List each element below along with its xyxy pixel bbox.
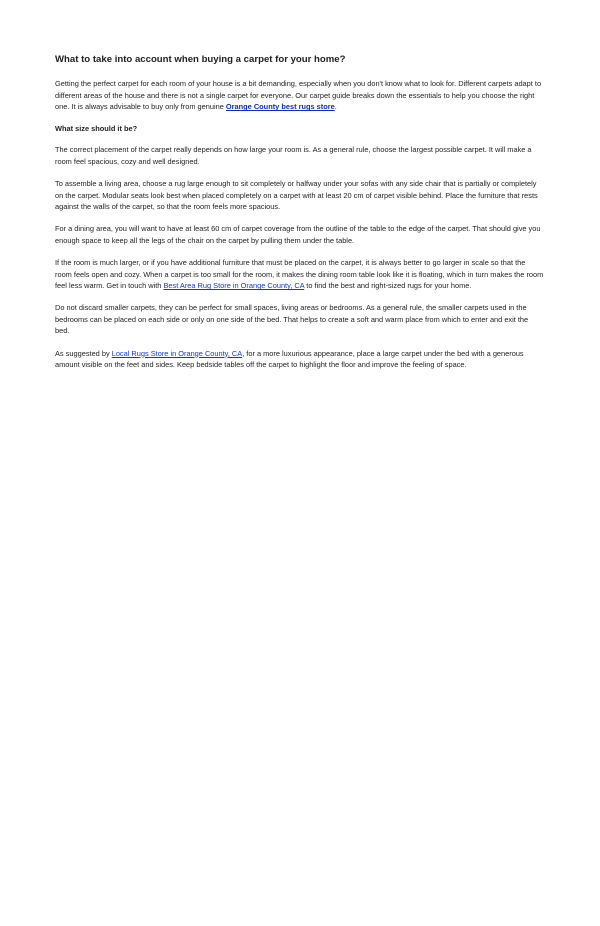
size-heading: What size should it be? [55,124,138,134]
dining-area-paragraph: For a dining area, you will want to have at least 60 cm of carpet coverage from the outline of the table to the edge of the carpet. That should give you enough space to keep all the legs of the chair on the carpet by pulling them under the table. [55,224,541,245]
intro-text-end: . [334,102,337,112]
larger-room-paragraph [55,257,544,292]
bedroom-paragraph [55,348,544,371]
intro-text: Getting the perfect carpet for each room of your house is a bit demanding, especially when you don't know what to look for. Different carpets adapt to different areas of the house and there is not a single carpet for everyone. Our carpet guide breaks down the essentials to help you choose the right one. It is always advisable to buy only from genuine [55,79,542,112]
local-rugs-store-link[interactable]: Local Rugs Store in Orange County, CA [111,348,243,358]
bedroom-text: As suggested by [55,348,112,358]
intro-paragraph [55,78,544,113]
orange-county-best-rugs-store-link[interactable]: Orange County best rugs store [225,102,335,112]
bedroom-text-end: , for a more luxurious appearance, place a large carpet under the bed with a generous amount visible on the feet and sides. Keep bedside tables off the carpet to highlight the floor and improve the feeling of space. [55,348,524,370]
larger-room-text: If the room is much larger, or if you have additional furniture that must be placed on the carpet, it is always better to go larger in scale so that the room feels open and cozy. When a carpet is too small for the room, it makes the dining room table look like it is floating, which in turn makes the room feel less warm. Get in touch with [55,257,544,291]
smaller-carpets-paragraph: Do not discard smaller carpets, they can be perfect for small spaces, living areas or bedrooms. As a general rule, the smaller carpets used in the bedrooms can be placed on each side or only on one side of the bed. That helps to create a soft and warm place from which to enter and exit the bed. [55,303,529,336]
larger-room-text-end: to find the best and right-sized rugs for your home. [304,281,472,291]
placement-paragraph: The correct placement of the carpet really depends on how large your room is. As a general rule, choose the largest possible carpet. It will make a room feel spacious, cozy and well designed. [55,145,532,166]
best-area-rug-store-link[interactable]: Best Area Rug Store in Orange County, CA [163,281,305,291]
article-title: What to take into account when buying a carpet for your home? [55,54,346,65]
living-area-paragraph: To assemble a living area, choose a rug large enough to sit completely or halfway under your sofas with any side chair that is partially or completely on the carpet. Modular seats look best when placed completely on a carpet with at least 20 cm of carpet visible behind. Place the furniture that rests against the walls of the carpet, so that the room feels more spacious. [55,178,538,212]
